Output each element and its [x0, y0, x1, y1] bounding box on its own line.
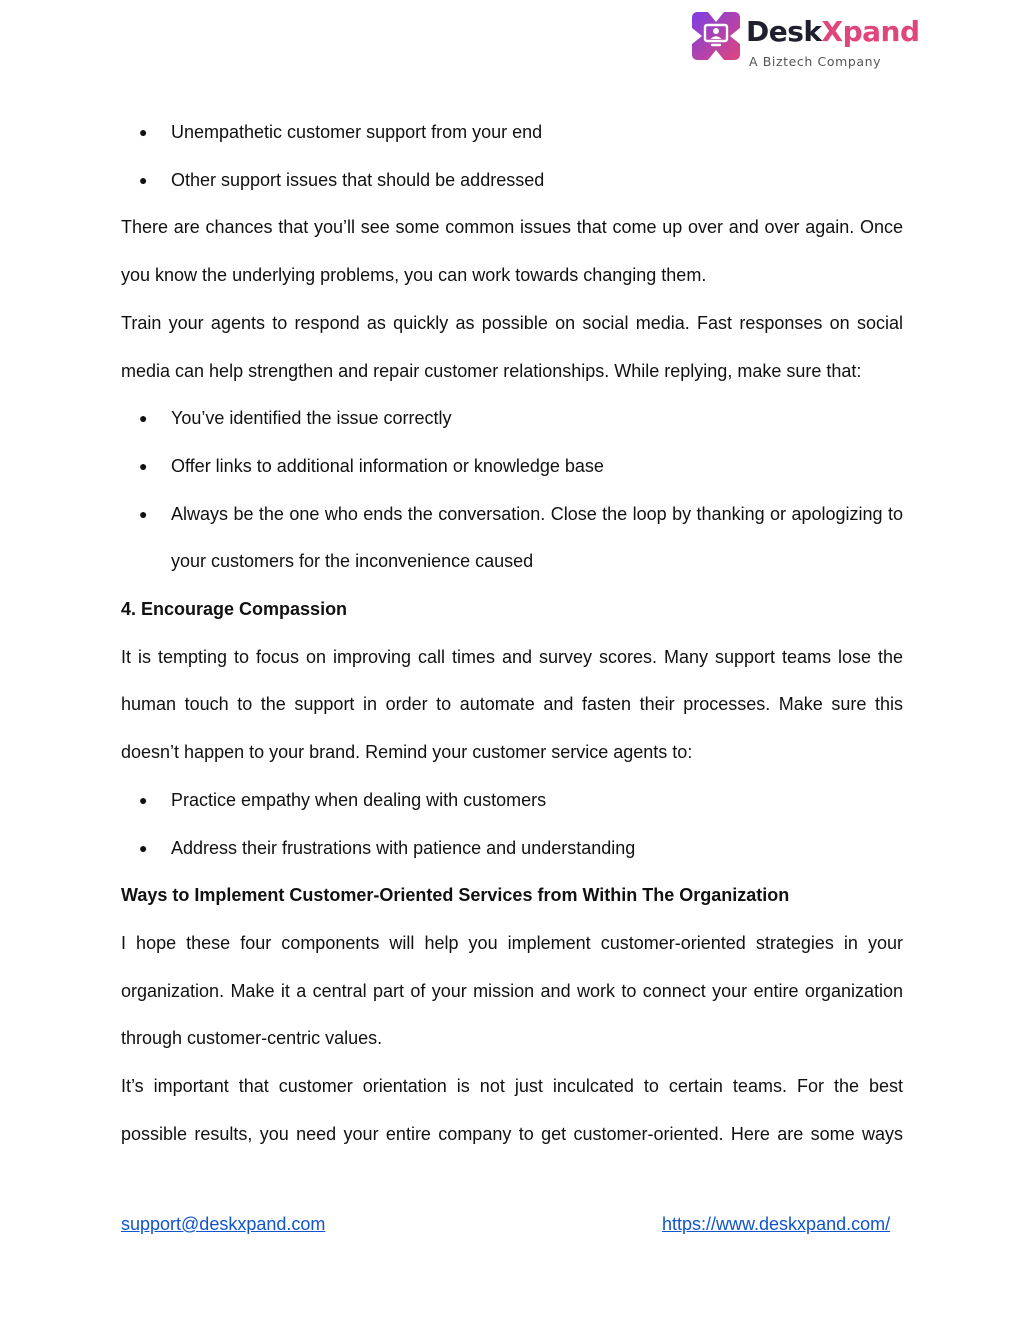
- website-link[interactable]: https://www.deskxpand.com/: [662, 1214, 891, 1234]
- bullet-icon: ●: [139, 791, 148, 808]
- paragraph: It’s important that customer orientation is not just inculcated to certain teams. For the best possible results, you need your entire company to get customer-oriented. Here are some ways: [121, 1076, 903, 1144]
- logo-tagline: A Biztech Company: [749, 54, 882, 69]
- list-item: ● Unempathetic customer support from your end: [121, 109, 903, 157]
- bullet-list-replying: [121, 395, 903, 586]
- paragraph: Train your agents to respond as quickly as possible on social media. Fast responses on social media can help strengthen and repair customer relationships. While replying, make sure that:: [121, 312, 903, 381]
- list-item: ● You’ve identified the issue correctly: [121, 395, 903, 443]
- section-heading: 4. Encourage Compassion: [121, 599, 348, 620]
- footer-website: [662, 1212, 890, 1236]
- email-link[interactable]: support@deskxpand.com: [121, 1214, 326, 1234]
- paragraph: It is tempting to focus on improving call times and survey scores. Many support teams lose the human touch to the support in order to automate and fasten their processes. Make sure this doesn’t happen to your brand. Remind your customer service agents to:: [121, 646, 903, 763]
- footer-email: [121, 1212, 325, 1236]
- bullet-list-compassion: [121, 777, 903, 872]
- document-body: [121, 109, 903, 1158]
- bullet-icon: ●: [139, 457, 148, 474]
- paragraph: I hope these four components will help you implement customer-oriented strategies in your organization. Make it a central part of your mission and work to connect your entire organization through customer-centric values.: [121, 932, 903, 1049]
- section-heading: Ways to Implement Customer-Oriented Services from Within The Organization: [121, 885, 790, 906]
- list-item: ● Address their frustrations with patience and understanding: [121, 825, 903, 873]
- deskxpand-logo: [690, 10, 920, 72]
- list-item: ● Practice empathy when dealing with customers: [121, 777, 903, 825]
- list-item: ● Always be the one who ends the conversation. Close the loop by thanking or apologizing to your customers for the inconvenience caused: [121, 491, 903, 586]
- list-item: ● Other support issues that should be addressed: [121, 157, 903, 205]
- list-item: ● Offer links to additional information or knowledge base: [121, 443, 903, 491]
- logo-wordmark: DeskXpand: [746, 15, 920, 48]
- bullet-icon: ●: [139, 171, 148, 188]
- bullet-icon: ●: [139, 124, 148, 140]
- bullet-icon: ●: [139, 410, 148, 427]
- bullet-icon: ●: [139, 505, 148, 522]
- monitor-user-logo-icon: [690, 10, 742, 62]
- paragraph: There are chances that you’ll see some common issues that come up over and over again. Once you know the underlying problems, you can work towards changing them.: [121, 217, 903, 286]
- bullet-list-issues: [121, 109, 903, 204]
- bullet-icon: ●: [139, 839, 148, 856]
